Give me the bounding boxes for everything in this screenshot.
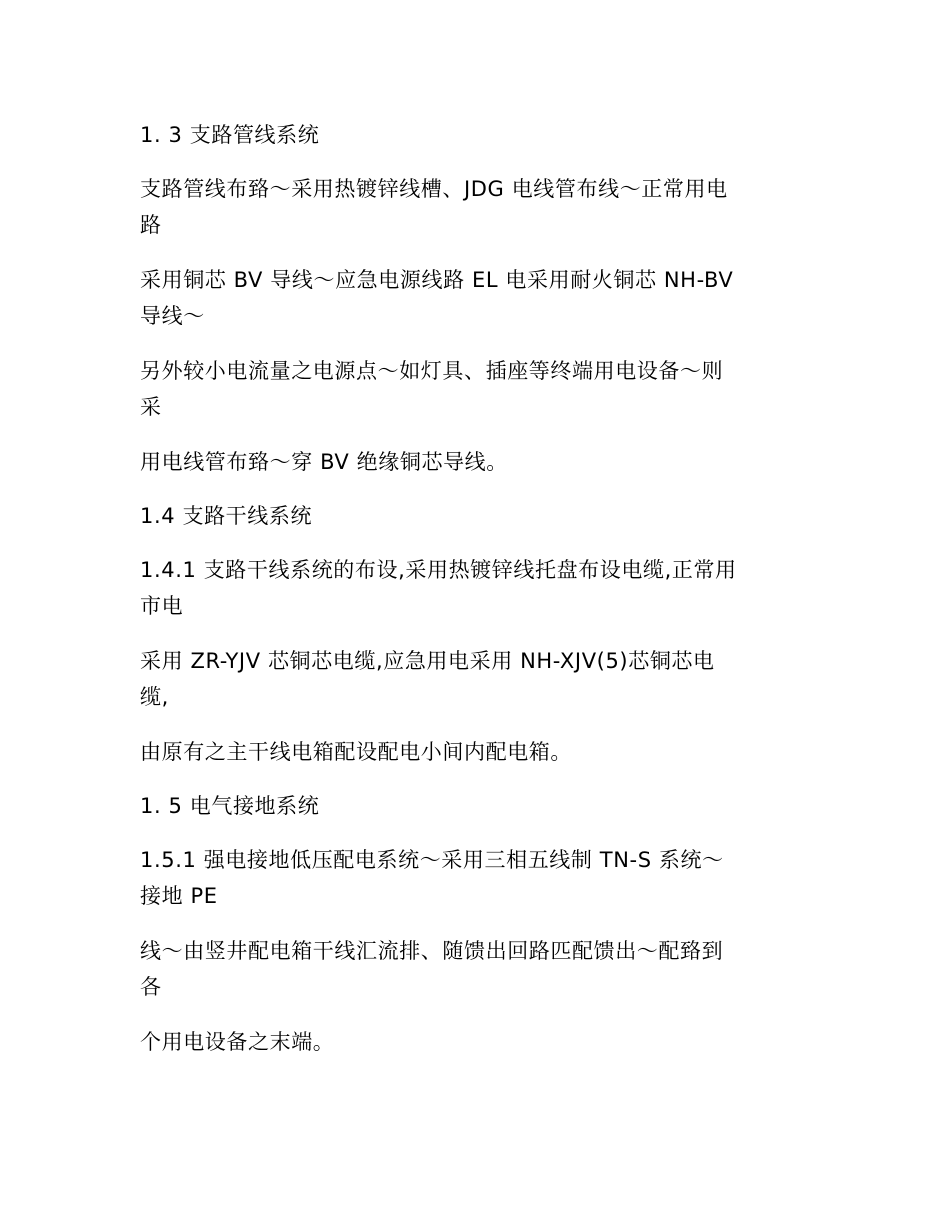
text-line: 支路管线布臵～采用热镀锌线槽、JDG 电线管布线～正常用电	[140, 177, 728, 201]
text-line: 1. 5 电气接地系统	[140, 794, 320, 818]
section-heading-1-5	[140, 788, 820, 824]
paragraph	[140, 734, 820, 770]
text-line: 1.4 支路干线系统	[140, 504, 313, 528]
paragraph	[140, 552, 820, 624]
text-line: 线～由竖井配电箱干线汇流排、随馈出回路匹配馈出～配臵到	[140, 939, 724, 963]
section-heading-1-4	[140, 498, 820, 534]
text-line: 1. 3 支路管线系统	[140, 123, 320, 147]
text-line: 1.4.1 支路干线系统的布设,采用热镀锌线托盘布设电缆,正常用	[140, 558, 737, 582]
text-line: 用电线管布臵～穿 BV 绝缘铜芯导线。	[140, 450, 508, 474]
text-line: 另外较小电流量之电源点～如灯具、插座等终端用电设备～则	[140, 359, 724, 383]
paragraph	[140, 353, 820, 425]
paragraph	[140, 643, 820, 715]
paragraph	[140, 933, 820, 1005]
text-line: 1.5.1 强电接地低压配电系统～采用三相五线制 TN-S 系统～	[140, 848, 724, 872]
text-line: 采用 ZR-YJV 芯铜芯电缆,应急用电采用 NH-XJV(5)芯铜芯电	[140, 649, 715, 673]
text-line: 采	[140, 395, 162, 419]
section-heading-1-3	[140, 117, 820, 153]
text-line: 市电	[140, 594, 184, 618]
text-line: 缆,	[140, 685, 169, 709]
paragraph	[140, 444, 820, 480]
text-line: 由原有之主干线电箱配设配电小间内配电箱。	[140, 740, 572, 764]
text-line: 个用电设备之末端。	[140, 1030, 335, 1054]
text-line: 接地 PE	[140, 884, 218, 908]
text-line: 采用铜芯 BV 导线～应急电源线路 EL 电采用耐火铜芯 NH-BV	[140, 268, 734, 292]
paragraph	[140, 262, 820, 334]
text-line: 各	[140, 975, 162, 999]
text-line: 导线～	[140, 304, 205, 328]
text-line: 路	[140, 213, 162, 237]
paragraph	[140, 171, 820, 243]
paragraph	[140, 842, 820, 914]
paragraph	[140, 1024, 820, 1060]
